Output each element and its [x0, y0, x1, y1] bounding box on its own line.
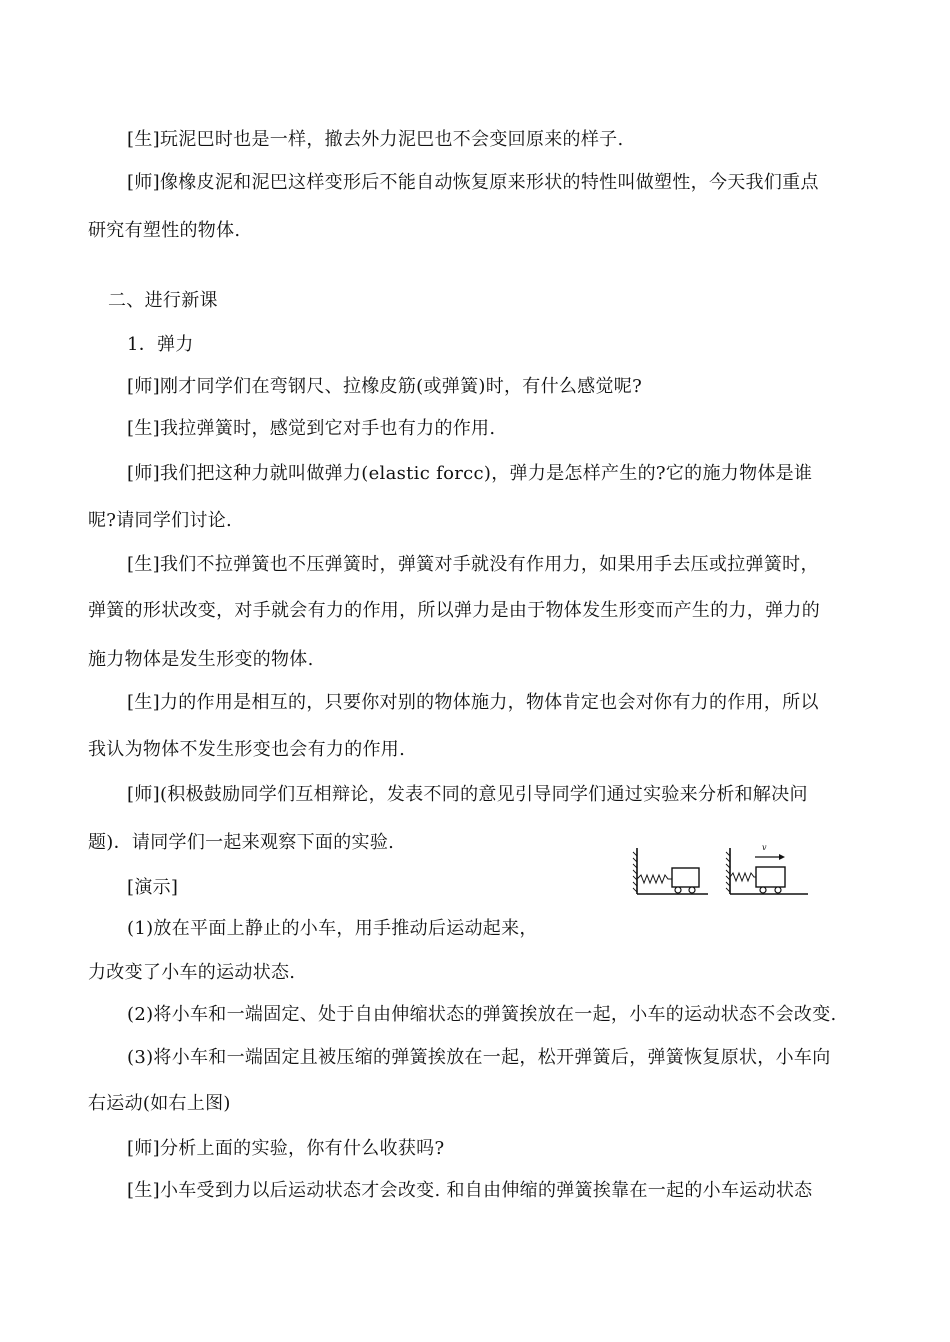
text-line: 力改变了小车的运动状态.: [88, 962, 296, 983]
text-line: [生]小车受到力以后运动状态才会改变. 和自由伸缩的弹簧挨靠在一起的小车运动状态: [127, 1180, 813, 1201]
text-line: [演示]: [127, 877, 179, 898]
text-line: [师]分析上面的实验，你有什么收获吗?: [127, 1138, 445, 1159]
text-line: [师](积极鼓励同学们互相辩论，发表不同的意见引导同学们通过实验来分析和解决问: [127, 784, 808, 805]
text-line: 题)．请同学们一起来观察下面的实验.: [88, 832, 395, 853]
text-line: [生]我们不拉弹簧也不压弹簧时，弹簧对手就没有作用力，如果用手去压或拉弹簧时，: [127, 554, 819, 575]
text-line: [生]玩泥巴时也是一样，撤去外力泥巴也不会变回原来的样子.: [127, 129, 624, 150]
text-line: (3)将小车和一端固定且被压缩的弹簧挨放在一起，松开弹簧后，弹簧恢复原状，小车向: [127, 1047, 831, 1068]
spring-cart-figure: [632, 838, 832, 904]
text-line: 我认为物体不发生形变也会有力的作用.: [88, 739, 406, 760]
velocity-label: v: [762, 843, 767, 852]
text-line: [师]我们把这种力就叫做弹力(elastic forcc)，弹力是怎样产生的?它的施力物体是谁: [127, 463, 813, 484]
text-line: (2)将小车和一端固定、处于自由伸缩状态的弹簧挨放在一起，小车的运动状态不会改变.: [127, 1004, 837, 1025]
subsection-heading: 1．弹力: [127, 334, 194, 355]
text-line: 研究有塑性的物体.: [88, 220, 241, 241]
text-line: 施力物体是发生形变的物体.: [88, 649, 314, 670]
text-line: 右运动(如右上图): [88, 1093, 231, 1114]
section-heading: 二、进行新课: [108, 290, 218, 311]
text-line: [师]刚才同学们在弯钢尺、拉橡皮筋(或弹簧)时，有什么感觉呢?: [127, 376, 643, 397]
text-line: 弹簧的形状改变，对手就会有力的作用，所以弹力是由于物体发生形变而产生的力，弹力的: [88, 600, 820, 621]
text-line: [师]像橡皮泥和泥巴这样变形后不能自动恢复原来形状的特性叫做塑性，今天我们重点: [127, 172, 819, 193]
text-line: (1)放在平面上静止的小车，用手推动后运动起来，: [127, 918, 538, 939]
text-line: 呢?请同学们讨论.: [88, 510, 233, 531]
text-line: [生]我拉弹簧时，感觉到它对手也有力的作用.: [127, 418, 496, 439]
text-line: [生]力的作用是相互的，只要你对别的物体施力，物体肯定也会对你有力的作用，所以: [127, 692, 819, 713]
